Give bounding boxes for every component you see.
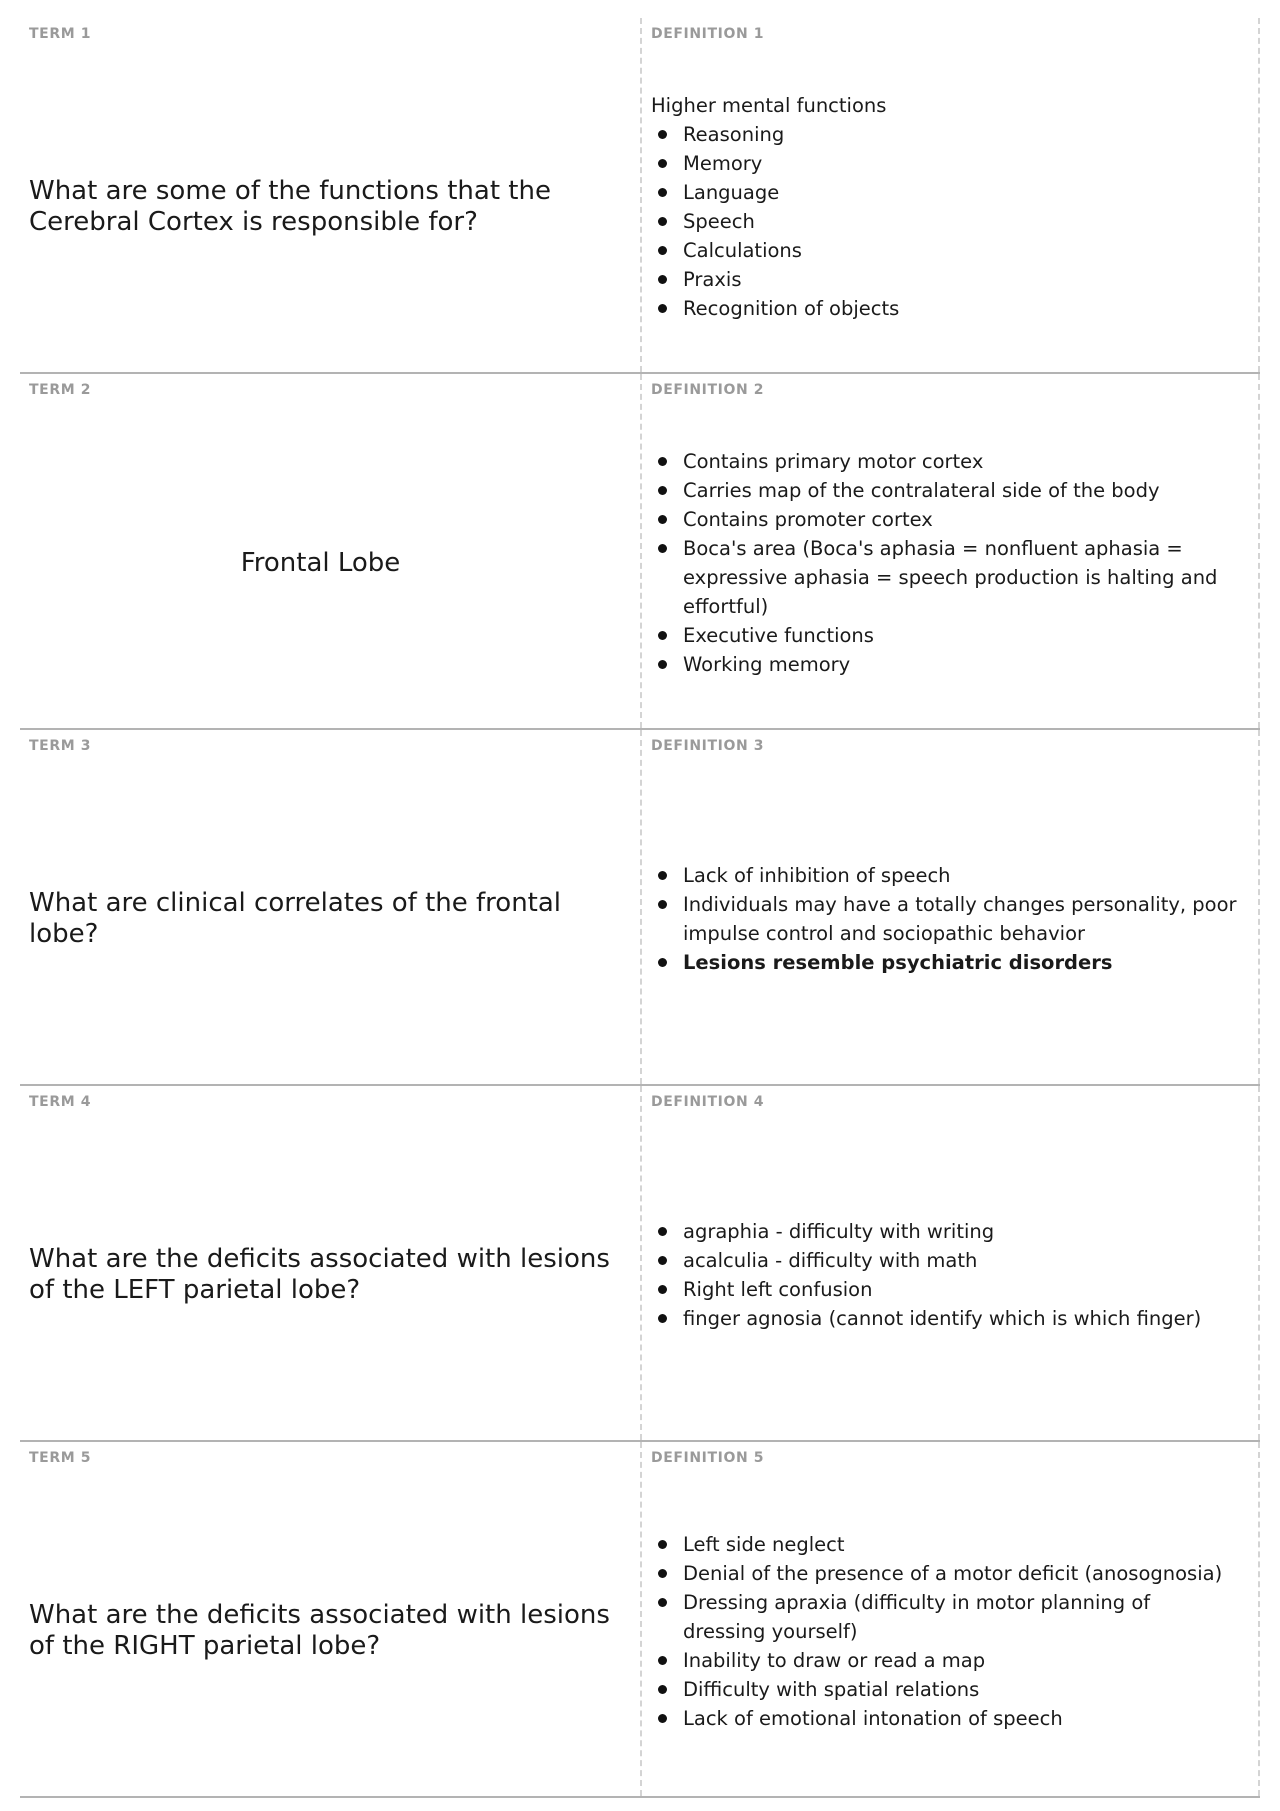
definition-label: DEFINITION 1 <box>651 26 765 42</box>
definition-label: DEFINITION 3 <box>651 738 765 754</box>
definition-cell <box>642 1086 1260 1440</box>
definition-label: DEFINITION 5 <box>651 1450 765 1466</box>
term-cell <box>20 730 642 1084</box>
definition-item: Reasoning <box>651 120 1238 149</box>
term-label: TERM 1 <box>29 26 92 42</box>
definition-label: DEFINITION 4 <box>651 1094 765 1110</box>
term-text: What are the deficits associated with lesions of the LEFT parietal lobe? <box>29 1244 610 1305</box>
term-text: What are some of the functions that the Cerebral Cortex is responsible for? <box>29 176 551 237</box>
flashcard-3 <box>20 730 1260 1086</box>
definition-cell <box>642 730 1260 1084</box>
definition-item: Left side neglect <box>651 1530 1238 1559</box>
definition-list <box>651 447 1238 679</box>
flashcard-4 <box>20 1086 1260 1442</box>
definition-cell <box>642 1442 1260 1796</box>
term-cell <box>20 1086 642 1440</box>
flashcard-5 <box>20 1442 1260 1798</box>
definition-item: Contains promoter cortex <box>651 505 1238 534</box>
term-label: TERM 3 <box>29 738 92 754</box>
definition-item: Boca's area (Boca's aphasia = nonfluent aphasia = expressive aphasia = speech production is halting and effortful) <box>651 534 1238 621</box>
definition-item: finger agnosia (cannot identify which is which finger) <box>651 1304 1238 1333</box>
term-text: Frontal Lobe <box>240 547 401 578</box>
definition-item: Speech <box>651 207 1238 236</box>
definition-item: Working memory <box>651 650 1238 679</box>
definition-intro: Higher mental functions <box>651 94 887 117</box>
definition-item: Individuals may have a totally changes personality, poor impulse control and sociopathic behavior <box>651 890 1238 948</box>
definition-item: Praxis <box>651 265 1238 294</box>
definition-item: acalculia - difficulty with math <box>651 1246 1238 1275</box>
definition-item: Dressing apraxia (difficulty in motor planning of dressing yourself) <box>651 1588 1238 1646</box>
definition-label: DEFINITION 2 <box>651 382 765 398</box>
definition-item: Recognition of objects <box>651 294 1238 323</box>
term-label: TERM 5 <box>29 1450 92 1466</box>
definition-item: Executive functions <box>651 621 1238 650</box>
definition-item: Language <box>651 178 1238 207</box>
definition-list <box>651 120 1238 323</box>
flashcard-2 <box>20 374 1260 730</box>
term-text: What are clinical correlates of the frontal lobe? <box>29 888 562 949</box>
definition-item: Lack of emotional intonation of speech <box>651 1704 1238 1733</box>
term-cell <box>20 1442 642 1796</box>
definition-item: Lack of inhibition of speech <box>651 861 1238 890</box>
term-text: What are the deficits associated with lesions of the RIGHT parietal lobe? <box>29 1600 610 1661</box>
definition-item: Contains primary motor cortex <box>651 447 1238 476</box>
definition-item: Denial of the presence of a motor deficit (anosognosia) <box>651 1559 1238 1588</box>
definition-cell <box>642 374 1260 728</box>
term-cell <box>20 18 642 372</box>
definition-item: Calculations <box>651 236 1238 265</box>
definition-cell <box>642 18 1260 372</box>
definition-item-bold: Lesions resemble psychiatric disorders <box>651 948 1238 977</box>
definition-list <box>651 1530 1238 1733</box>
definition-list <box>651 861 1238 977</box>
definition-list <box>651 1217 1238 1333</box>
term-label: TERM 4 <box>29 1094 92 1110</box>
definition-item: Right left confusion <box>651 1275 1238 1304</box>
term-label: TERM 2 <box>29 382 92 398</box>
term-cell <box>20 374 642 728</box>
flashcard-1 <box>20 18 1260 374</box>
definition-item: agraphia - difficulty with writing <box>651 1217 1238 1246</box>
definition-item: Carries map of the contralateral side of the body <box>651 476 1238 505</box>
definition-item: Difficulty with spatial relations <box>651 1675 1238 1704</box>
definition-item: Memory <box>651 149 1238 178</box>
definition-item: Inability to draw or read a map <box>651 1646 1238 1675</box>
